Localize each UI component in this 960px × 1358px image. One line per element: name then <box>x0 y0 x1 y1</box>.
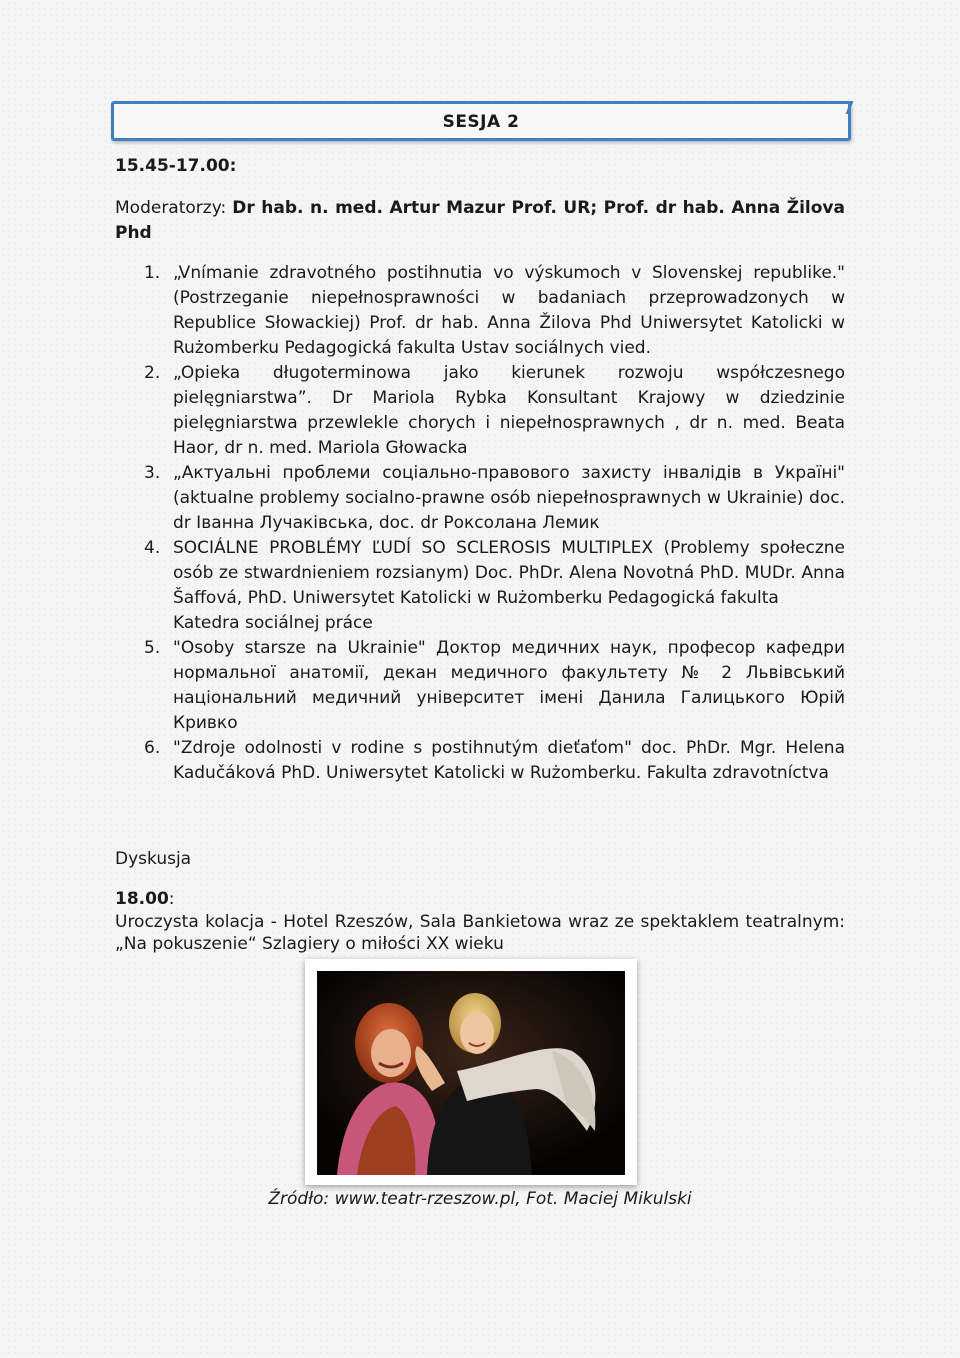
item-text: „Opieka długoterminowa jako kierunek rozwoju współczesnego pielęgniarstwa”. Dr Mariola Rybka Konsultant Krajowy w dziedzinie pielęgniarstwa przewlekle chorych i niepełnosprawnych , dr n. med. Beata Haor, dr n. med. Mariola Głowacka <box>173 363 845 458</box>
theatre-photo <box>317 971 625 1175</box>
moderators-names: Dr hab. n. med. Artur Mazur Prof. UR; Prof. dr hab. Anna Žilova Phd <box>115 198 845 243</box>
evening-description: Uroczysta kolacja - Hotel Rzeszów, Sala Bankietowa wraz ze spektaklem teatralnym: „Na pokuszenie“ Szlagiery o miłości XX wieku <box>115 912 845 954</box>
item-text: "Zdroje odolnosti v rodine s postihnutým dieťaťom" doc. PhDr. Mgr. Helena Kadučáková PhD. Uniwersytet Katolicki w Rużomberku. Fakulta zdravotníctva <box>173 738 845 783</box>
item-text: SOCIÁLNE PROBLÉMY ĽUDÍ SO SCLEROSIS MULTIPLEX (Problemy społeczne osób ze stwardnieniem rozsianym) Doc. PhDr. Alena Novotná PhD. MUDr. Anna Šaffová, PhD. Uniwersytet Katolicki w Rużomberku Pedagogická fakulta <box>173 538 845 608</box>
session-time: 15.45-17.00: <box>115 156 237 176</box>
item-number: 2. <box>144 363 161 383</box>
discussion-label: Dyskusja <box>115 849 192 869</box>
item-text: „Vnímanie zdravotného postihnutia vo výskumoch v Slovenskej republike." (Postrzeganie niepełnosprawności w badaniach przeprowadzonych w Republice Słowackiej) Prof. dr hab. Anna Žilova Phd Uniwersytet Katolicki w Rużomberku Pedagogická fakulta Ustav sociálnych vied. <box>173 263 845 358</box>
program-item <box>115 536 845 636</box>
item-text: "Osoby starsze na Ukrainie" Доктор медичних наук, професор кафедри нормальної анатомії, декан медичного факультету № 2 Львівський національний медичний університет імені Данила Галицького Юрій Кривко <box>173 638 845 733</box>
item-number: 4. <box>144 538 161 558</box>
item-number: 5. <box>144 638 161 658</box>
program-item <box>115 361 845 461</box>
program-item <box>115 261 845 361</box>
item-department: Katedra sociálnej práce <box>173 613 373 633</box>
session-title: SESJA 2 <box>442 112 520 132</box>
item-number: 3. <box>144 463 161 483</box>
photo-caption: Źródło: www.teatr-rzeszow.pl, Fot. Maciej Mikulski <box>268 1189 692 1209</box>
program-item <box>115 461 845 536</box>
evening-time-suffix: : <box>168 889 175 909</box>
evening-time-value: 18.00 <box>115 889 169 909</box>
theatre-photo-frame <box>305 959 637 1185</box>
item-number: 1. <box>144 263 161 283</box>
item-number: 6. <box>144 738 161 758</box>
program-item <box>115 736 845 786</box>
moderators-label: Moderatorzy: <box>115 198 233 218</box>
program-item <box>115 636 845 736</box>
evening-time <box>115 889 175 909</box>
program-list <box>115 261 845 786</box>
moderators <box>115 196 845 246</box>
session-header-box <box>111 101 851 141</box>
item-text: „Актуальні проблеми соціально-правового захисту інвалідів в Україні" (aktualne problemy socialno-prawne osób niepełnosprawnych w Ukrainie) doc. dr Іванна Лучаківська, doc. dr Роксолана Лемик <box>173 463 845 533</box>
